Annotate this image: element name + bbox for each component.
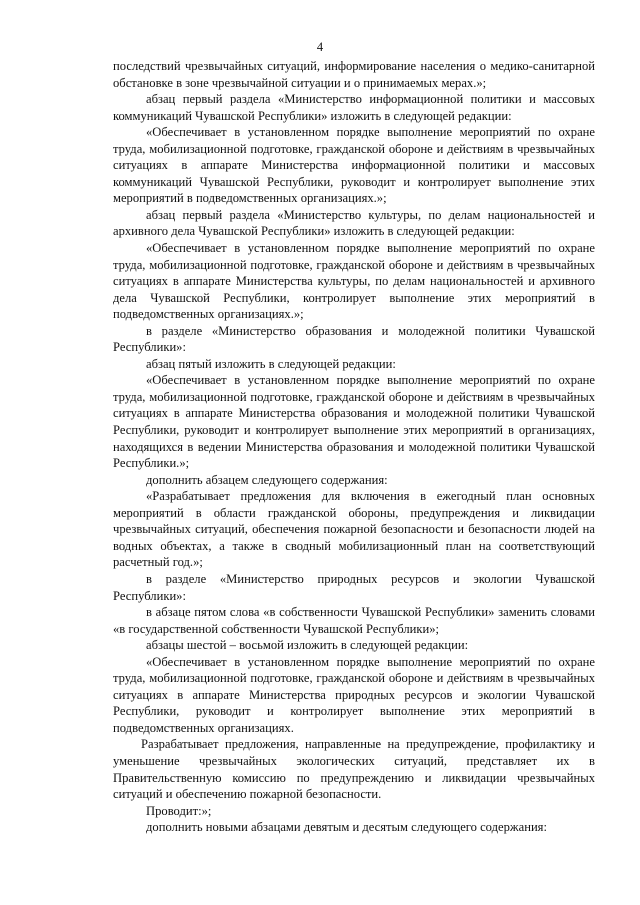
paragraph: в абзаце пятом слова «в собственности Чувашской Республики» заменить словами «в государственной собственности Чувашской Республики»;: [113, 605, 595, 636]
paragraph: «Обеспечивает в установленном порядке выполнение мероприятий по охране труда, мобилизационной подготовке, гражданской обороне и действиям в чрезвычайных ситуациях в аппарате Министерства образования и молодежной политики Чувашской Республики, руководит и контролирует выполнение этих мероприятий в организациях, находящихся в ведении Министерства образования и молодежной политики Чувашской Республики.»;: [113, 373, 595, 471]
paragraph: абзацы шестой – восьмой изложить в следующей редакции:: [146, 638, 469, 653]
paragraph: в разделе «Министерство образования и молодежной политики Чувашской Республики»:: [113, 323, 595, 355]
document-body: [113, 58, 595, 836]
paragraph: дополнить абзацем следующего содержания:: [146, 472, 388, 487]
paragraph: дополнить новыми абзацами девятым и десятым следующего содержания:: [146, 820, 547, 835]
paragraph: в разделе «Министерство природных ресурсов и экологии Чувашской Республики»:: [113, 571, 595, 603]
paragraph: абзац пятый изложить в следующей редакции:: [146, 356, 396, 371]
paragraph: «Обеспечивает в установленном порядке выполнение мероприятий по охране труда, мобилизационной подготовке, гражданской обороне и действиям в чрезвычайных ситуациях в аппарате Министерства природных ресурсов и экологии Чувашской Республики, руководит и контролирует выполнение этих мероприятий в подведомственных организациях.: [113, 654, 595, 735]
paragraph: «Обеспечивает в установленном порядке выполнение мероприятий по охране труда, мобилизационной подготовке, гражданской обороне и действиям в чрезвычайных ситуациях в аппарате Министерства культуры, по делам национальностей и архивного дела Чувашской Республики, контролирует выполнение этих мероприятий в подведомственных организациях.»;: [113, 241, 595, 322]
paragraph: Разрабатывает предложения, направленные на предупреждение, профилактику и уменьшение чрезвычайных экологических ситуаций, представляет их в Правительственную комиссию по предупреждению и ликвидации чрезвычайных ситуаций и обеспечению пожарной безопасности.: [113, 737, 595, 802]
paragraph: последствий чрезвычайных ситуаций, информирование населения о медико-санитарной обстановке в зоне чрезвычайной ситуации и о принимаемых мерах.»;: [113, 59, 595, 90]
page-number: 4: [316, 40, 324, 54]
paragraph: Проводит:»;: [146, 803, 212, 818]
paragraph: «Разрабатывает предложения для включения в ежегодный план основных мероприятий в области гражданской обороны, предупреждения и ликвидации чрезвычайных ситуаций, обеспечения пожарной безопасности и безопасности людей на водных объектах, а также в сводный мобилизационный план на соответствующий расчетный год.»;: [113, 489, 595, 570]
paragraph: абзац первый раздела «Министерство информационной политики и массовых коммуникаций Чувашской Республики» изложить в следующей редакции:: [113, 92, 595, 123]
paragraph: «Обеспечивает в установленном порядке выполнение мероприятий по охране труда, мобилизационной подготовке, гражданской обороне и действиям в чрезвычайных ситуациях в аппарате Министерства информационной политики и массовых коммуникаций Чувашской Республики, руководит и контролирует выполнение этих мероприятий в подведомственных организациях.»;: [113, 125, 595, 206]
paragraph: абзац первый раздела «Министерство культуры, по делам национальностей и архивного дела Чувашской Республики» изложить в следующей редакции:: [113, 207, 595, 239]
